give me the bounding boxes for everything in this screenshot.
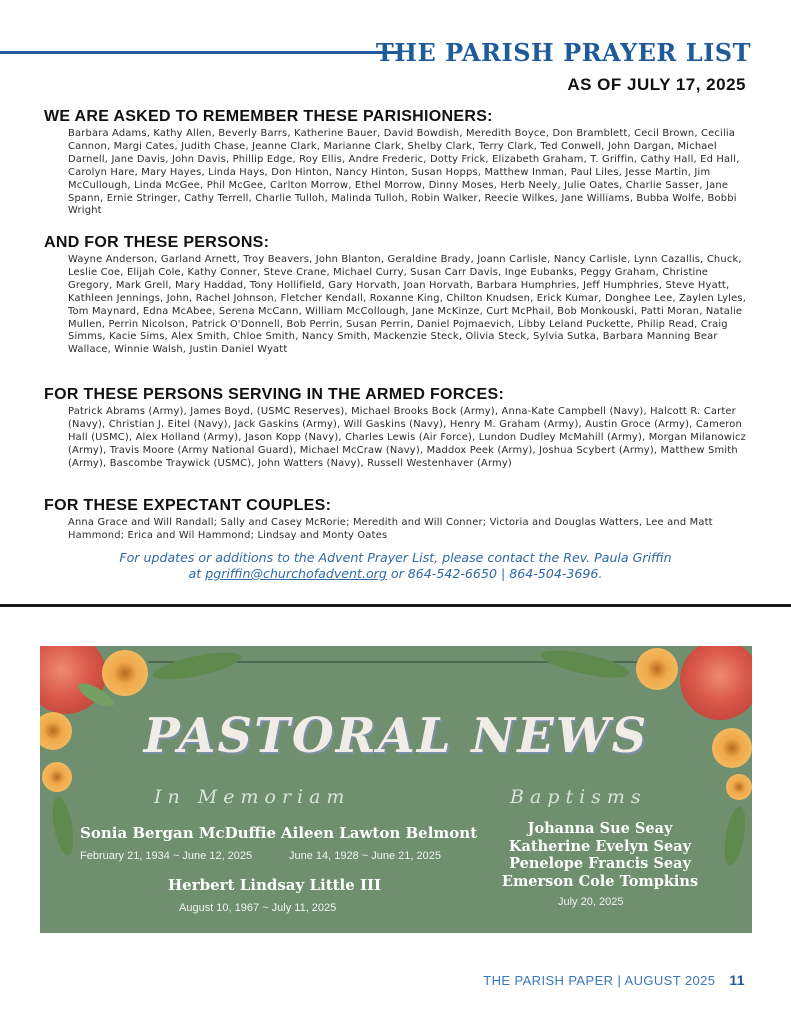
contact-line-2: [40, 566, 751, 582]
leaf-icon: [49, 795, 77, 857]
baptism-name-3: Penelope Francis Seay: [509, 855, 691, 872]
page-title: THE PARISH PRAYER LIST: [375, 38, 751, 67]
section-heading-persons: AND FOR THESE PERSONS:: [44, 234, 270, 251]
pastoral-news-banner: [40, 646, 752, 933]
marigold-icon: [726, 774, 752, 800]
section-list-parishioners: Barbara Adams, Kathy Allen, Beverly Barrs, Katherine Bauer, David Bowdish, Meredith Boyce, Don Bramblett, Cecil Brown, Cecilia Cannon, Margi Cates, Judith Chase, Jeanne Clark, Marianne Clark, Shelby Clark, Terry Clark, Ted Conwell, John Dargan, Michael Darnell, Jane Davis, John Davis, Phillip Edge, Roy Ellis, Andre Frederic, Dotty Frick, Elizabeth Graham, T. Griffin, Cathy Hall, Ed Hall, Carolyn Hare, Mary Hayes, Linda Hays, Don Hinton, Nancy Hinton, Susan Hopps, Matthew Inman, Paul Liles, Jesse Martin, Jim McCullough, Linda McGee, Phil McGee, Carlton Morrow, Ethel Morrow, Dinny Moses, Herb Neely, Julie Oates, Charlie Sasser, Jane Spann, Ernie Stringer, Cathy Terrell, Charlie Tulloh, Malinda Tulloh, Robin Walker, Reecie Wilkes, Jane Williams, Bubba Wolfe, Bobbi Wright: [68, 128, 740, 217]
section-heading-parishioners: WE ARE ASKED TO REMEMBER THESE PARISHIONERS:: [44, 108, 493, 125]
section-list-persons: Wayne Anderson, Garland Arnett, Troy Beavers, John Blanton, Geraldine Brady, Joann Carlisle, Nancy Carlisle, Lynn Cazallis, Chuck, Leslie Coe, Elijah Cole, Kathy Conner, Steve Crane, Michael Curry, Susan Carr Davis, Inge Eubanks, Peggy Graham, Christine Gregory, Mark Grell, Mary Haddad, Tony Hollifield, Gary Horvath, Joan Horvath, Barbara Humphries, Jeff Humphries, Steve Hyatt, Kathleen Jennings, John, Rachel Johnson, Fletcher Kendall, Roxanne King, Chilton Knudsen, Erick Kumar, Donghee Lee, Zaylen Lyles, Tom Maynard, Edna McAbee, Serena McCann, William McCollough, Jane McKinze, Curt McPhail, Bob Monkouski, Patti Moran, Natalie Mullen, Perrin Nicolson, Patrick O'Donnell, Bob Perrin, Susan Perrin, Daniel Pojmaevich, Libby Leland Puckette, Philip Read, Craig Simms, Kacie Sims, Alex Smith, Chloe Smith, Nancy Smith, Mackenzie Steck, Olivia Steck, Sylvia Sutka, Barbara Manning Bear Wallace, Winnie Walsh, Justin Daniel Wyatt: [68, 254, 747, 356]
memoriam-dates-1: February 21, 1934 ~ June 12, 2025: [80, 850, 253, 862]
section-heading-armed-forces: FOR THESE PERSONS SERVING IN THE ARMED FORCES:: [44, 386, 505, 403]
section-list-expectant-couples: Anna Grace and Will Randall; Sally and Casey McRorie; Meredith and Will Conner; Victoria and Douglas Watters, Lee and Matt Hammond; Erica and Wil Hammond; Lindsay and Monty Oates: [68, 517, 713, 541]
baptism-name-2: Katherine Evelyn Seay: [508, 837, 692, 855]
section-divider: [0, 604, 791, 607]
publication-name: THE PARISH PAPER | AUGUST 2025: [483, 973, 716, 988]
contact-note: [40, 550, 751, 582]
header-rule: [0, 51, 400, 54]
baptisms-list: [480, 820, 720, 890]
marigold-icon: [636, 648, 678, 690]
baptism-name-1: Johanna Sue Seay: [527, 820, 673, 837]
memoriam-dates-2: June 14, 1928 ~ June 21, 2025: [289, 850, 441, 862]
leaf-icon: [151, 647, 243, 685]
in-memoriam-heading: In Memoriam: [154, 786, 351, 808]
marigold-icon: [102, 650, 148, 696]
leaf-icon: [539, 646, 631, 683]
memoriam-name-1: Sonia Bergan McDuffie: [80, 824, 277, 842]
memoriam-dates-3: August 10, 1967 ~ July 11, 2025: [179, 902, 337, 914]
page-number: 11: [729, 972, 745, 988]
memoriam-name-3: Herbert Lindsay Little III: [168, 876, 382, 894]
memoriam-name-2: Aileen Lawton Belmont: [281, 824, 478, 842]
as-of-date: AS OF JULY 17, 2025: [567, 75, 746, 94]
baptisms-heading: Baptisms: [510, 786, 647, 808]
section-list-armed-forces: Patrick Abrams (Army), James Boyd, (USMC Reserves), Michael Brooks Bock (Army), Anna-Kate Campbell (Navy), Halcott R. Carter (Navy), Christian J. Eitel (Navy), Jack Gaskins (Army), Will Gaskins (Navy), Henry M. Graham (Army), Austin Groce (Army), Cameron Hall (USMC), Alex Holland (Army), Jason Kopp (Navy), Charles Lewis (Air Force), Lundon Dudley McMahill (Army), Morgan Milanowicz (Army), Travis Moore (Army National Guard), Michael McCraw (Navy), Maddox Peek (Army), Joshua Scybert (Army), Matthew Smith (Army), Bascombe Traywick (USMC), John Watters (Navy), Russell Westenhaver (Army): [68, 406, 747, 469]
baptisms-date: July 20, 2025: [558, 896, 624, 908]
section-heading-expectant-couples: FOR THESE EXPECTANT COUPLES:: [44, 497, 332, 514]
baptism-name-4: Emerson Cole Tompkins: [501, 872, 699, 890]
contact-at: at: [188, 566, 202, 581]
contact-phones: or 864-542-6650 | 864-504-3696.: [390, 566, 603, 581]
marigold-icon: [42, 762, 72, 792]
leaf-icon: [721, 805, 749, 867]
contact-email-link[interactable]: pgriffin@churchofadvent.org: [205, 566, 387, 581]
contact-line-1: For updates or additions to the Advent Prayer List, please contact the Rev. Paula Griffin: [119, 550, 672, 565]
rose-icon: [40, 646, 106, 714]
page-footer: [483, 972, 745, 988]
pastoral-news-title: PASTORAL NEWS: [143, 708, 649, 764]
